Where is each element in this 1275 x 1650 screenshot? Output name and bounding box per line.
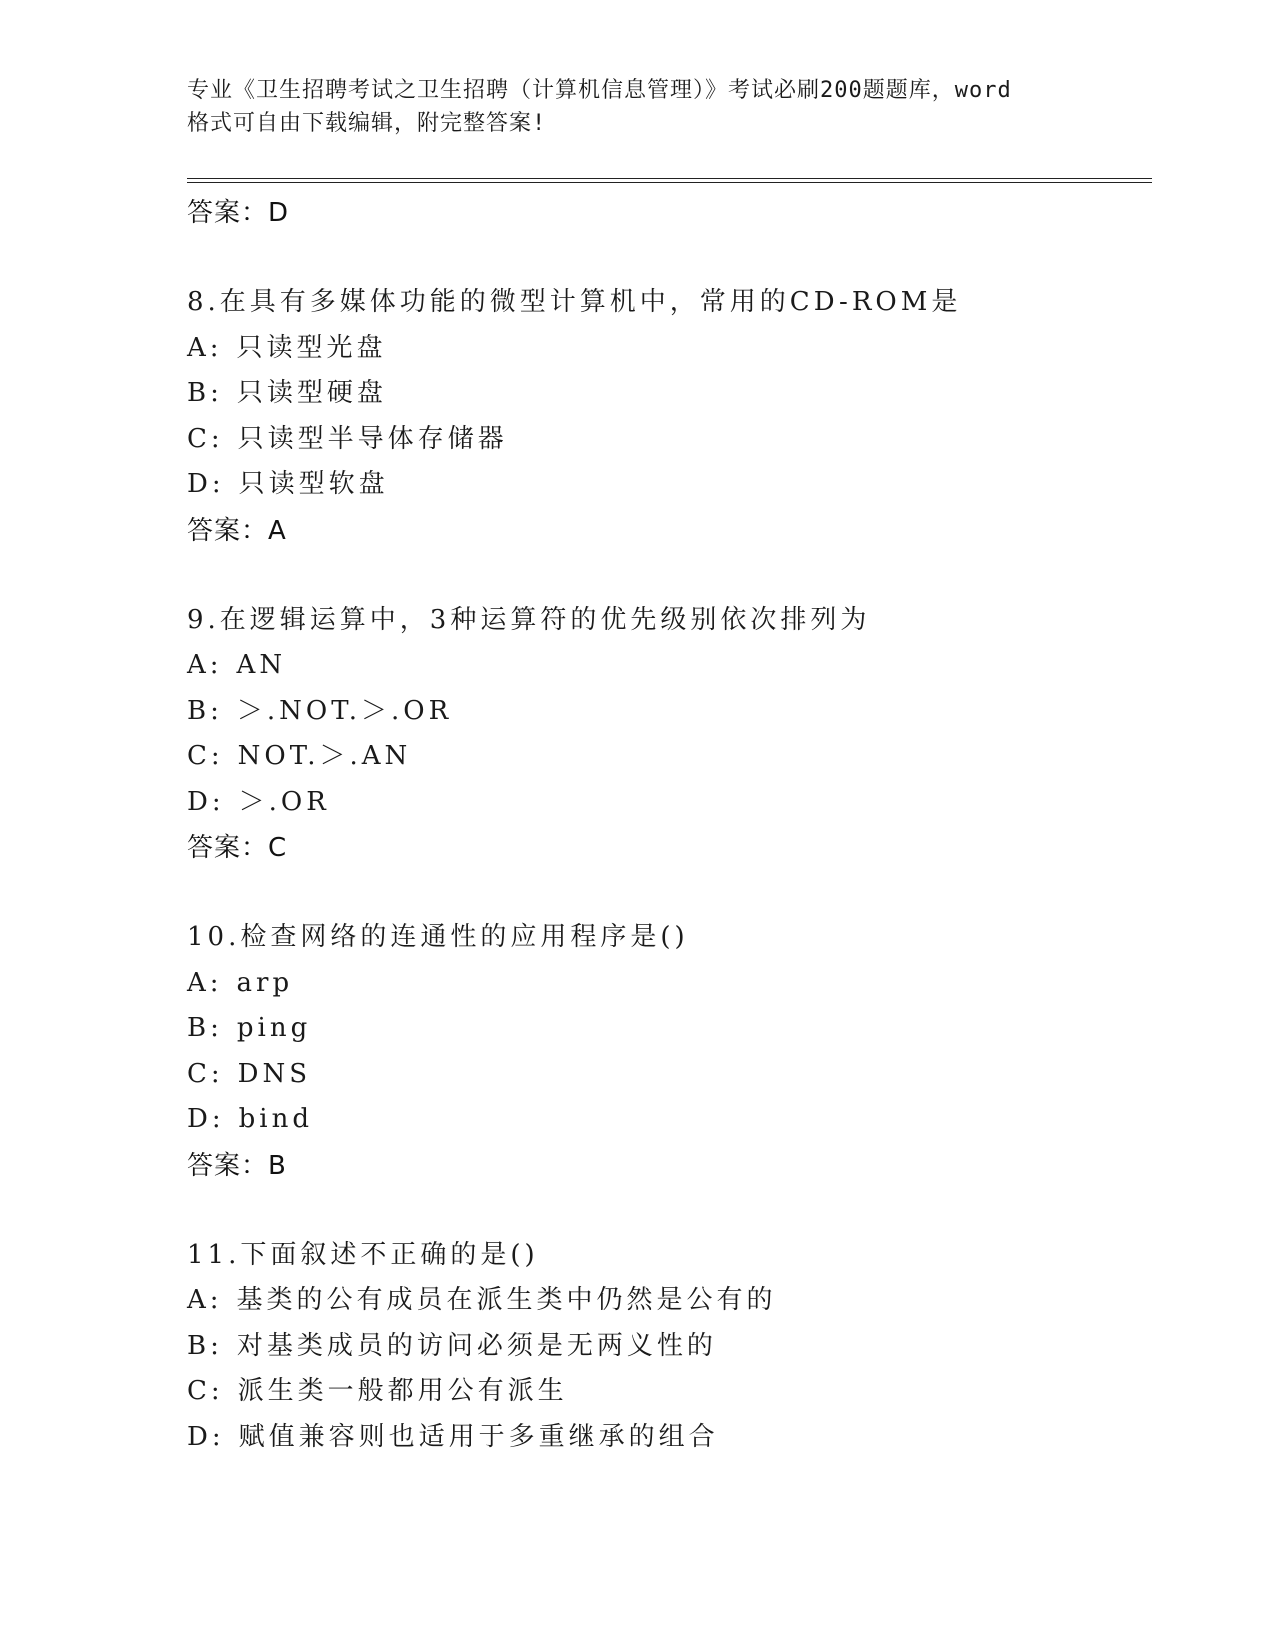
option-letter: B: — [187, 1330, 223, 1361]
question-stem: 8.在具有多媒体功能的微型计算机中，常用的CD-ROM是 — [187, 287, 962, 317]
answer-line: 答案：B — [187, 1150, 287, 1181]
question-option — [187, 1052, 1147, 1098]
question-option — [187, 1415, 1147, 1461]
question-option — [187, 1006, 1147, 1052]
question-stem: 11.下面叙述不正确的是() — [187, 1239, 539, 1270]
option-letter: D: — [187, 1421, 225, 1452]
option-letter: D: — [187, 1104, 225, 1134]
question-stem: 10.检查网络的连通性的应用程序是() — [187, 922, 689, 952]
question-option — [187, 689, 1147, 735]
option-letter: C: — [187, 1058, 224, 1089]
header-line-2: 格式可自由下载编辑，附完整答案! — [187, 111, 547, 136]
question-option — [187, 780, 1147, 826]
question-option — [187, 326, 1147, 372]
answer-line: 答案：A — [187, 515, 287, 546]
option-text: bind — [238, 1104, 313, 1134]
question-option — [187, 1324, 1147, 1370]
option-letter: B: — [187, 695, 223, 726]
option-text: AN — [236, 650, 287, 680]
header-line-1: 专业《卫生招聘考试之卫生招聘（计算机信息管理）》考试必刷200题题库，word — [187, 78, 1012, 103]
question-option — [187, 1097, 1147, 1143]
question-item — [187, 280, 1147, 554]
answer-line: 答案：C — [187, 833, 288, 863]
question-option — [187, 417, 1147, 463]
question-item — [187, 915, 1147, 1189]
option-letter: A: — [187, 650, 223, 680]
option-letter: B: — [187, 378, 223, 408]
option-text: 对基类成员的访问必须是无两义性的 — [236, 1330, 717, 1361]
option-letter: B: — [187, 1013, 223, 1043]
question-option — [187, 371, 1147, 417]
option-text: 派生类一般都用公有派生 — [237, 1376, 568, 1406]
header-divider-bottom — [187, 182, 1152, 183]
option-text: ＞.OR — [238, 786, 330, 817]
option-letter: C: — [187, 741, 224, 771]
option-text: 基类的公有成员在派生类中仍然是公有的 — [236, 1285, 777, 1315]
answer-line: 答案：D — [187, 198, 290, 228]
option-letter: C: — [187, 1376, 224, 1406]
document-header — [187, 74, 1087, 140]
option-text: ping — [236, 1013, 312, 1043]
question-item — [187, 598, 1147, 872]
option-text: 只读型光盘 — [236, 332, 387, 363]
question-stem: 9.在逻辑运算中，3种运算符的优先级别依次排列为 — [187, 604, 871, 635]
question-list — [187, 190, 1147, 1460]
option-text: NOT.＞.AN — [237, 741, 412, 771]
option-letter: C: — [187, 423, 224, 454]
option-letter: A: — [187, 332, 223, 363]
header-divider-top — [187, 178, 1152, 179]
option-letter: A: — [187, 1285, 223, 1315]
option-letter: A: — [187, 967, 223, 998]
option-letter: D: — [187, 469, 225, 499]
question-option — [187, 961, 1147, 1007]
question-option — [187, 1278, 1147, 1324]
option-text: 赋值兼容则也适用于多重继承的组合 — [238, 1421, 719, 1452]
option-text: DNS — [237, 1058, 312, 1089]
option-text: 只读型硬盘 — [236, 378, 387, 408]
question-option — [187, 1369, 1147, 1415]
option-text: 只读型半导体存储器 — [237, 423, 508, 454]
question-option — [187, 462, 1147, 508]
option-text: ＞.NOT.＞.OR — [236, 695, 453, 726]
option-text: arp — [236, 967, 294, 998]
option-letter: D: — [187, 786, 225, 817]
option-text: 只读型软盘 — [238, 469, 389, 499]
question-option — [187, 643, 1147, 689]
question-option — [187, 734, 1147, 780]
question-item — [187, 1233, 1147, 1461]
